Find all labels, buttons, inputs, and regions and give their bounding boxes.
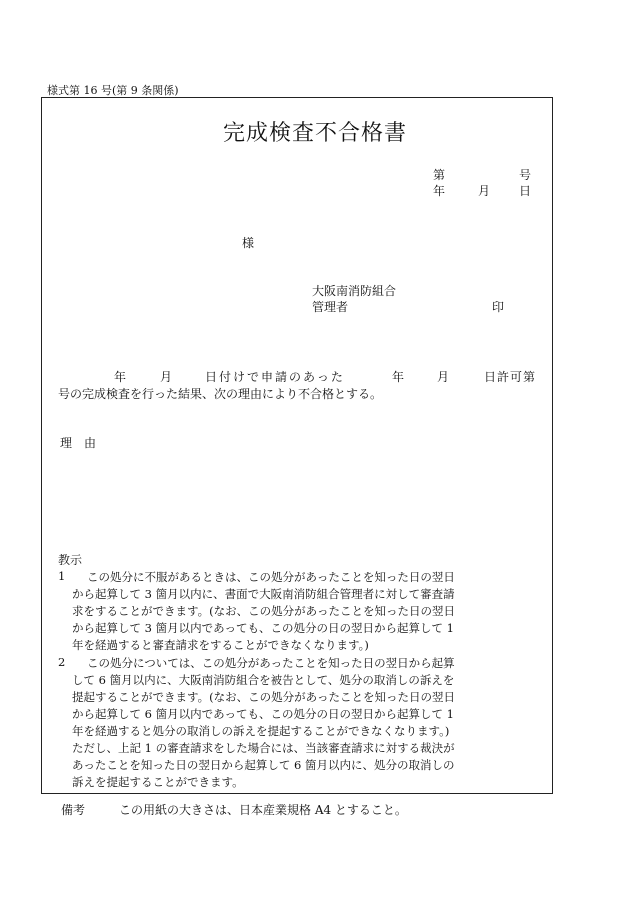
form-number: 様式第 16 号(第 9 条関係) (47, 84, 179, 97)
addressee-suffix: 様 (242, 236, 255, 250)
instruction-1-line: 求をすることができます。(なお、この処分があったことを知った日の翌日 (72, 604, 455, 618)
instruction-2-line: この処分については、この処分があったことを知った日の翌日から起算 (87, 656, 455, 670)
issuer-organization: 大阪南消防組合 (312, 284, 397, 298)
body-line-2: 号の完成検査を行った結果、次の理由により不合格とする。 (58, 387, 383, 401)
body-year-2: 年 (392, 370, 405, 384)
date-day-label: 日 (519, 184, 532, 198)
instruction-2-line: ただし、上記 1 の審査請求をした場合には、当該審査請求に対する裁決が (72, 741, 455, 755)
instruction-1-line: この処分に不服があるときは、この処分があったことを知った日の翌日 (87, 570, 455, 584)
footer-note-label: 備考 (61, 803, 86, 817)
instructions-heading: 教示 (58, 553, 83, 567)
body-month-2: 月 (437, 370, 450, 384)
instruction-1-line: から起算して 3 箇月以内に、書面で大阪南消防組合管理者に対して審査請 (72, 587, 455, 601)
instruction-2-line: して 6 箇月以内に、大阪南消防組合を被告として、処分の取消しの訴えを (72, 673, 455, 687)
reference-dai: 第 (433, 168, 446, 182)
body-month-1: 月 (160, 370, 173, 384)
issuer-role: 管理者 (312, 300, 349, 314)
instruction-1-line: から起算して 3 箇月以内であっても、この処分の日の翌日から起算して 1 (72, 621, 454, 635)
instruction-1-line: 年を経過すると審査請求をすることができなくなります。) (72, 638, 369, 652)
reason-label: 理 由 (60, 436, 97, 450)
instruction-2-line: 訴えを提起することができます。 (72, 775, 244, 789)
date-year-label: 年 (433, 184, 446, 198)
instruction-2-line: あったことを知った日の翌日から起算して 6 箇月以内に、処分の取消しの (72, 758, 455, 772)
body-application-phrase: 日付けで申請のあった (205, 370, 345, 384)
seal-mark: 印 (492, 300, 505, 314)
date-month-label: 月 (478, 184, 491, 198)
body-permit-phrase: 日許可第 (484, 370, 537, 384)
instruction-1-number: 1 (58, 569, 66, 583)
instruction-2-line: 提起することができます。(なお、この処分があったことを知った日の翌日 (72, 690, 455, 704)
instruction-2-number: 2 (58, 655, 66, 669)
footer-note-text: この用紙の大きさは、日本産業規格 A4 とすること。 (119, 803, 407, 817)
instruction-2-line: 年を経過すると処分の取消しの訴えを提起することができなくなります。) (72, 724, 450, 738)
reference-go: 号 (519, 168, 532, 182)
instruction-2-line: から起算して 6 箇月以内であっても、この処分の日の翌日から起算して 1 (72, 707, 454, 721)
document-title: 完成検査不合格書 (222, 121, 407, 146)
body-year-1: 年 (114, 370, 127, 384)
